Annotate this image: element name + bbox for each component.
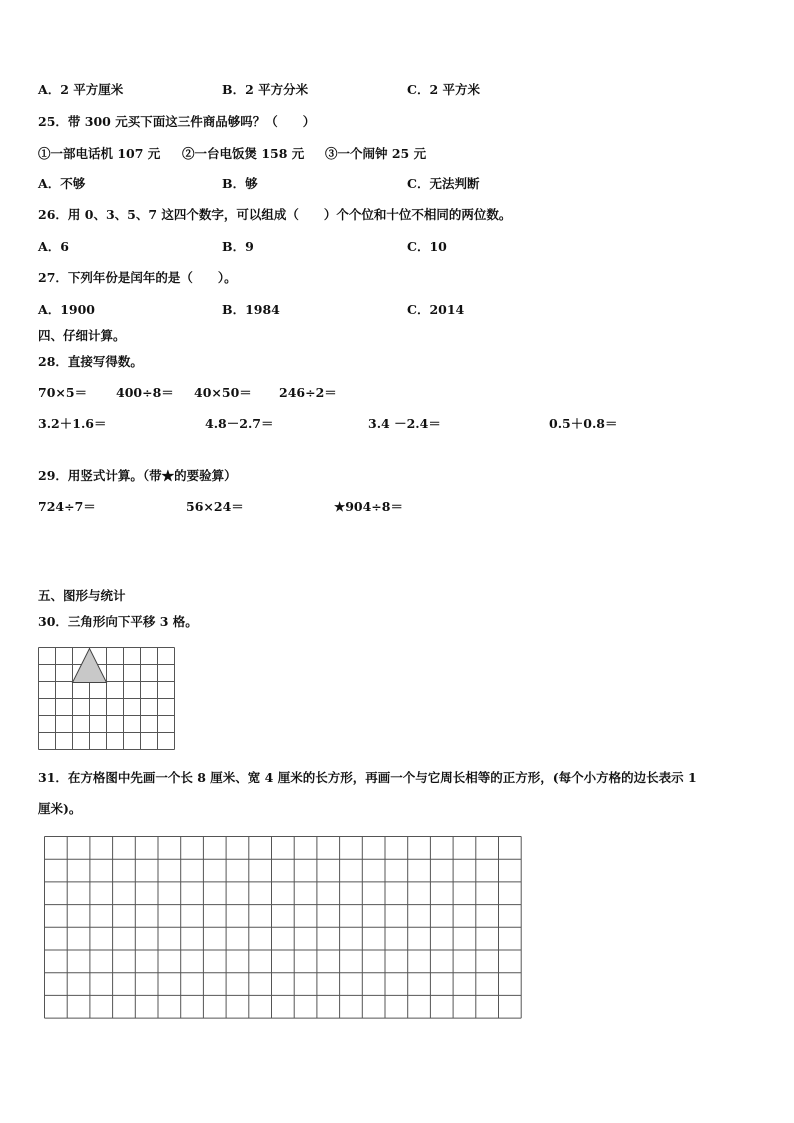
q25-option-a: A．不够 bbox=[38, 176, 86, 191]
q30-stem: 30．三角形向下平移 3 格。 bbox=[38, 614, 198, 629]
q24-option-c: C．2 平方米 bbox=[407, 82, 480, 97]
triangle-shape bbox=[73, 649, 107, 683]
q29-stem: 29．用竖式计算。（带★的要验算） bbox=[38, 468, 237, 483]
q25-item-1: ①一部电话机 107 元 bbox=[38, 146, 161, 161]
q29-calc: 724÷7＝ bbox=[38, 499, 96, 514]
q26-option-a: A．6 bbox=[38, 239, 69, 254]
q31-grid bbox=[44, 836, 523, 1020]
q29-calc: 56×24＝ bbox=[186, 499, 244, 514]
q25-option-c: C．无法判断 bbox=[407, 176, 480, 191]
q24-option-a: A．2 平方厘米 bbox=[38, 82, 124, 97]
q29-calc: ★904÷8＝ bbox=[334, 499, 403, 514]
q28-calc: 3.4 －2.4＝ bbox=[368, 416, 441, 431]
q31-stem-line-2: 厘米)。 bbox=[38, 801, 82, 816]
q28-calc: 40×50＝ bbox=[194, 385, 252, 400]
q28-calc: 0.5＋0.8＝ bbox=[549, 416, 618, 431]
q27-option-c: C．2014 bbox=[407, 302, 465, 317]
q27-option-a: A．1900 bbox=[38, 302, 95, 317]
q27-stem: 27．下列年份是闰年的是（ ）。 bbox=[38, 270, 237, 285]
q27-option-b: B．1984 bbox=[222, 302, 280, 317]
section-4-title: 四、仔细计算。 bbox=[38, 328, 126, 343]
q30-grid bbox=[38, 647, 176, 752]
q28-calc: 70×5＝ bbox=[38, 385, 88, 400]
q25-stem: 25．带 300 元买下面这三件商品够吗？（ ） bbox=[38, 114, 316, 129]
section-5-title: 五、图形与统计 bbox=[38, 588, 126, 603]
q26-stem: 26．用 0、3、5、7 这四个数字，可以组成（ ）个个位和十位不相同的两位数。 bbox=[38, 207, 512, 222]
q26-option-b: B．9 bbox=[222, 239, 254, 254]
q28-calc: 400÷8＝ bbox=[116, 385, 174, 400]
q31-stem-line-1: 31．在方格图中先画一个长 8 厘米、宽 4 厘米的长方形，再画一个与它周长相等的正方形，(每个小方格的边长表示 1 bbox=[38, 770, 697, 785]
q25-item-3: ③一个闹钟 25 元 bbox=[325, 146, 427, 161]
q28-calc: 3.2＋1.6＝ bbox=[38, 416, 107, 431]
q26-option-c: C．10 bbox=[407, 239, 447, 254]
q24-option-b: B．2 平方分米 bbox=[222, 82, 309, 97]
q25-option-b: B．够 bbox=[222, 176, 258, 191]
q28-calc: 246÷2＝ bbox=[279, 385, 337, 400]
q28-stem: 28．直接写得数。 bbox=[38, 354, 143, 369]
q25-item-2: ②一台电饭煲 158 元 bbox=[182, 146, 305, 161]
q28-calc: 4.8－2.7＝ bbox=[205, 416, 274, 431]
